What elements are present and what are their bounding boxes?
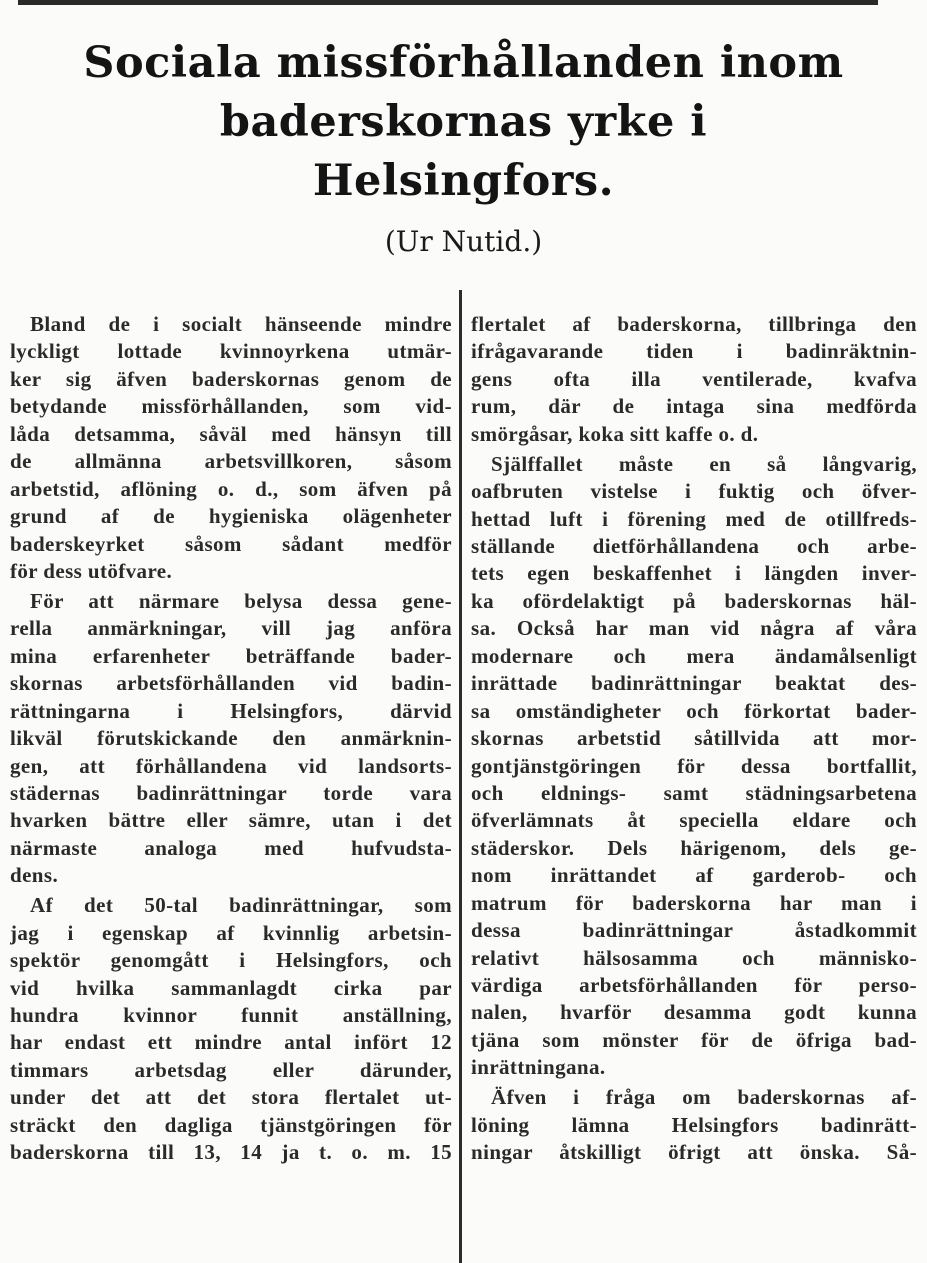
text-line: modernare och mera ändamålsenligt	[471, 643, 917, 668]
text-line: sa omständigheter och förkortat bader-	[471, 698, 917, 723]
article-paragraph	[10, 892, 452, 1166]
text-line: matrum för baderskorna har man i	[471, 890, 917, 915]
text-line: ka ofördelaktigt på baderskornas häl-	[471, 588, 917, 613]
text-line: baderskorna till 13, 14 ja t. o. m. 15	[10, 1140, 452, 1165]
article-paragraph	[10, 311, 452, 585]
text-line: oafbruten vistelse i fuktig och öfver-	[471, 479, 917, 504]
text-line: ställande dietförhållandena och arbe-	[471, 534, 917, 558]
text-line: rum, där de intaga sina medförda	[471, 394, 917, 419]
text-line: skornas arbetstid såtillvida att mor-	[471, 726, 917, 751]
article-paragraph	[471, 311, 917, 448]
headline-line-3: Helsingfors.	[312, 156, 615, 206]
source-subtitle: (Ur Nutid.)	[384, 225, 543, 258]
text-line: har endast ett mindre antal infört 12	[10, 1030, 452, 1055]
text-line: baderskeyrket såsom sådant medför	[10, 531, 452, 556]
text-line: lyckligt lottade kvinnoyrkena utmär-	[10, 339, 452, 364]
text-line: dessa badinrättningar åstadkommit	[471, 918, 917, 943]
article-paragraph	[471, 451, 917, 1082]
text-line: sträckt den dagliga tjänstgöringen för	[10, 1112, 452, 1137]
text-line: Af det 50-tal badinrättningar, som	[30, 893, 452, 918]
text-line: under det att det stora flertalet ut-	[10, 1085, 452, 1110]
text-line: ker sig äfven baderskornas genom de	[10, 366, 452, 391]
text-line: grund af de hygieniska olägenheter	[10, 504, 452, 529]
text-line: hettad luft i förening med de otillfreds-	[471, 506, 917, 531]
text-line: skornas arbetsförhållanden vid badin-	[10, 671, 452, 696]
text-line: gen, att förhållandena vid landsorts-	[10, 753, 452, 778]
text-line: för dess utöfvare.	[10, 558, 173, 583]
text-line: ifrågavarande tiden i badinräktnin-	[471, 339, 917, 364]
text-line: sa. Också har man vid några af våra	[471, 616, 917, 641]
text-line: ningar åtskilligt öfrigt att önska. Så-	[471, 1140, 917, 1165]
text-line: flertalet af baderskorna, tillbringa den	[471, 312, 917, 336]
article-column-left	[10, 311, 452, 1169]
text-line: dens.	[10, 863, 59, 888]
top-rule	[18, 0, 878, 5]
text-line: betydande missförhållanden, som vid-	[10, 394, 452, 419]
text-line: rella anmärkningar, vill jag anföra	[10, 616, 452, 641]
text-line: För att närmare belysa dessa gene-	[30, 588, 452, 613]
text-line: gontjänstgöringen för dessa bortfallit,	[471, 753, 917, 778]
text-line: inrättningana.	[471, 1055, 606, 1080]
article-paragraph	[10, 588, 452, 890]
text-line: arbetstid, aflöning o. d., som äfven på	[10, 476, 452, 501]
text-line: löning lämna Helsingfors badinrätt-	[471, 1112, 917, 1137]
text-line: öfverlämnats åt speciella eldare och	[471, 808, 917, 833]
article-paragraph	[471, 1084, 917, 1166]
headline-line-2: baderskornas yrke i	[219, 97, 708, 147]
text-line: nom inrättandet af garderob- och	[471, 863, 917, 888]
text-line: gens ofta illa ventilerade, kvafva	[471, 366, 917, 391]
text-line: Äfven i fråga om baderskornas af-	[491, 1085, 917, 1110]
text-line: smörgåsar, koka sitt kaffe o. d.	[471, 421, 759, 446]
text-line: vid hvilka sammanlagdt cirka par	[10, 975, 452, 1000]
article-column-right	[471, 311, 917, 1169]
column-divider	[459, 290, 462, 1263]
headline-line-1: Sociala missförhållanden inom	[83, 38, 844, 88]
text-line: mina erfarenheter beträffande bader-	[10, 643, 452, 668]
text-line: nalen, hvarför desamma godt kunna	[471, 1000, 917, 1025]
text-line: rättningarna i Helsingfors, därvid	[10, 698, 452, 723]
text-line: Bland de i socialt hänseende mindre	[30, 312, 452, 336]
text-line: likväl förutskickande den anmärknin-	[10, 726, 452, 751]
text-line: inrättade badinrättningar beaktat des-	[471, 671, 917, 696]
text-line: hundra kvinnor funnit anställning,	[10, 1002, 452, 1027]
text-line: närmaste analoga med hufvudsta-	[10, 835, 452, 860]
text-line: relativt hälsosamma och människo-	[471, 945, 917, 970]
text-line: timmars arbetsdag eller därunder,	[10, 1057, 452, 1082]
text-line: tets egen beskaffenhet i längden inver-	[471, 561, 917, 586]
text-line: städernas badinrättningar torde vara	[10, 780, 452, 805]
text-line: hvarken bättre eller sämre, utan i det	[10, 808, 452, 833]
text-line: Själffallet måste en så långvarig,	[491, 451, 917, 476]
text-line: spektör genomgått i Helsingfors, och	[10, 948, 452, 973]
text-line: låda detsamma, såväl med hänsyn till	[10, 421, 452, 446]
text-line: tjäna som mönster för de öfriga bad-	[471, 1027, 917, 1052]
text-line: städerskor. Dels härigenom, dels ge-	[471, 835, 917, 860]
text-line: värdiga arbetsförhållanden för perso-	[471, 973, 917, 997]
text-line: jag i egenskap af kvinnlig arbetsin-	[10, 920, 452, 945]
text-line: och eldnings- samt städningsarbetena	[471, 780, 917, 805]
text-line: de allmänna arbetsvillkoren, såsom	[10, 449, 452, 474]
